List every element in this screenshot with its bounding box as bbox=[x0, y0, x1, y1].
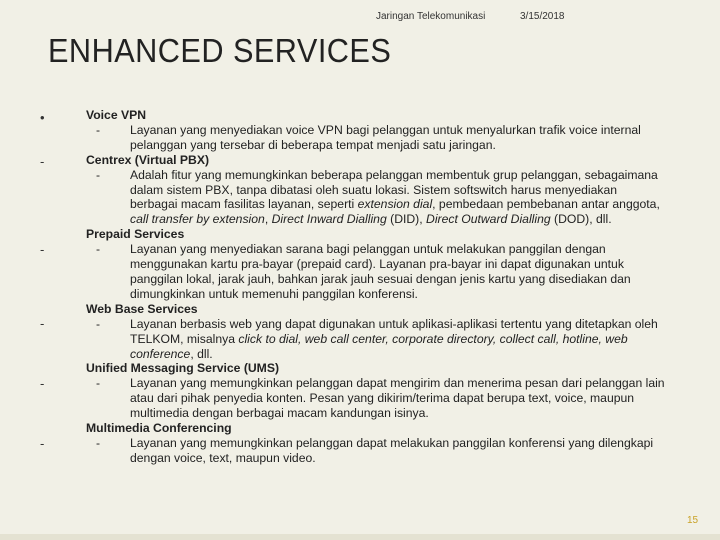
slide-header bbox=[376, 11, 565, 22]
service-description bbox=[86, 376, 666, 421]
bullet-marker: - bbox=[40, 316, 45, 331]
dash-marker: - bbox=[96, 122, 101, 137]
description-text: (DOD), dll. bbox=[550, 212, 612, 227]
service-heading: Centrex (Virtual PBX) bbox=[86, 152, 210, 167]
footer-divider bbox=[0, 534, 720, 540]
dash-marker: - bbox=[96, 376, 101, 391]
italic-term: call transfer by extension bbox=[130, 212, 265, 227]
list-item bbox=[86, 361, 666, 421]
description-text: , pembedaan pembebanan antar anggota, bbox=[432, 197, 660, 212]
service-description bbox=[86, 168, 666, 228]
page-number: 15 bbox=[687, 515, 699, 526]
italic-term: extension dial bbox=[357, 197, 433, 212]
service-description bbox=[86, 123, 666, 153]
service-list bbox=[86, 108, 666, 466]
bullet-marker: - bbox=[40, 436, 45, 451]
description-text: Layanan yang memungkinkan pelanggan dapat melakukan panggilan konferensi yang dilengkapi dengan voice, text, maupun video. bbox=[130, 435, 654, 465]
service-heading: Web Base Services bbox=[86, 301, 198, 316]
dash-marker: - bbox=[96, 167, 101, 182]
list-item bbox=[86, 227, 666, 302]
slide-date: 3/15/2018 bbox=[520, 11, 565, 22]
service-heading: Voice VPN bbox=[86, 108, 147, 122]
bullet-marker: • bbox=[40, 110, 45, 125]
dash-marker: - bbox=[96, 242, 101, 257]
service-heading: Prepaid Services bbox=[86, 227, 185, 242]
bullet-marker: - bbox=[40, 242, 45, 257]
list-item bbox=[86, 421, 666, 466]
list-item bbox=[86, 302, 666, 362]
service-heading: Unified Messaging Service (UMS) bbox=[86, 361, 280, 376]
italic-term: Direct Inward Dialling bbox=[271, 212, 387, 227]
description-text: , bbox=[264, 212, 272, 227]
service-description bbox=[86, 317, 666, 362]
description-text: Adalah fitur yang memungkinkan beberapa pelanggan membentuk grup pelanggan, sebagaimana dalam sistem PBX, tanpa dibatasi oleh suatu lokasi. Sistem softswitch harus menyediakan berbagai macam fasilitas layanan, seperti bbox=[130, 167, 658, 212]
service-description bbox=[86, 242, 666, 302]
bullet-marker: - bbox=[40, 154, 45, 169]
italic-term: click to dial, web call center, corporate directory, collect call, hotline, web conference bbox=[130, 331, 628, 361]
description-text: Layanan yang menyediakan voice VPN bagi pelanggan untuk menyalurkan trafik voice internal pelanggan yang tersebar di beberapa tempat menjadi satu jaringan. bbox=[130, 122, 641, 152]
list-item bbox=[86, 153, 666, 228]
description-text: Layanan berbasis web yang dapat digunakan untuk aplikasi-aplikasi tertentu yang ditetapkan oleh TELKOM, misalnya bbox=[130, 316, 658, 346]
description-text: (DID), bbox=[386, 212, 427, 227]
dash-marker: - bbox=[96, 435, 101, 450]
description-text: Layanan yang menyediakan sarana bagi pelanggan untuk melakukan panggilan dengan menggunakan kartu pra-bayar (prepaid card). Layanan pra-bayar ini dapat digunakan untuk panggilan lokal, jarak jauh, bahkan jarak jauh sesuai dengan jenis kartu yang disediakan dan dimungkinkan untuk memenuhi panggilan konferensi. bbox=[130, 242, 631, 301]
list-item bbox=[86, 108, 666, 153]
description-text: Layanan yang memungkinkan pelanggan dapat mengirim dan menerima pesan dari pelanggan lain atau dari pihak penyedia konten. Pesan yang dikirim/terima dapat berupa text, voice, maupun multimedia dengan berbagai macam kandungan isinya. bbox=[130, 376, 665, 421]
service-description bbox=[86, 436, 666, 466]
page-title: ENHANCED SERVICES bbox=[48, 32, 392, 69]
bullet-marker: - bbox=[40, 376, 45, 391]
course-name: Jaringan Telekomunikasi bbox=[376, 11, 486, 22]
service-heading: Multimedia Conferencing bbox=[86, 421, 232, 436]
description-text: , dll. bbox=[190, 346, 213, 361]
dash-marker: - bbox=[96, 316, 101, 331]
italic-term: Direct Outward Dialling bbox=[426, 212, 551, 227]
